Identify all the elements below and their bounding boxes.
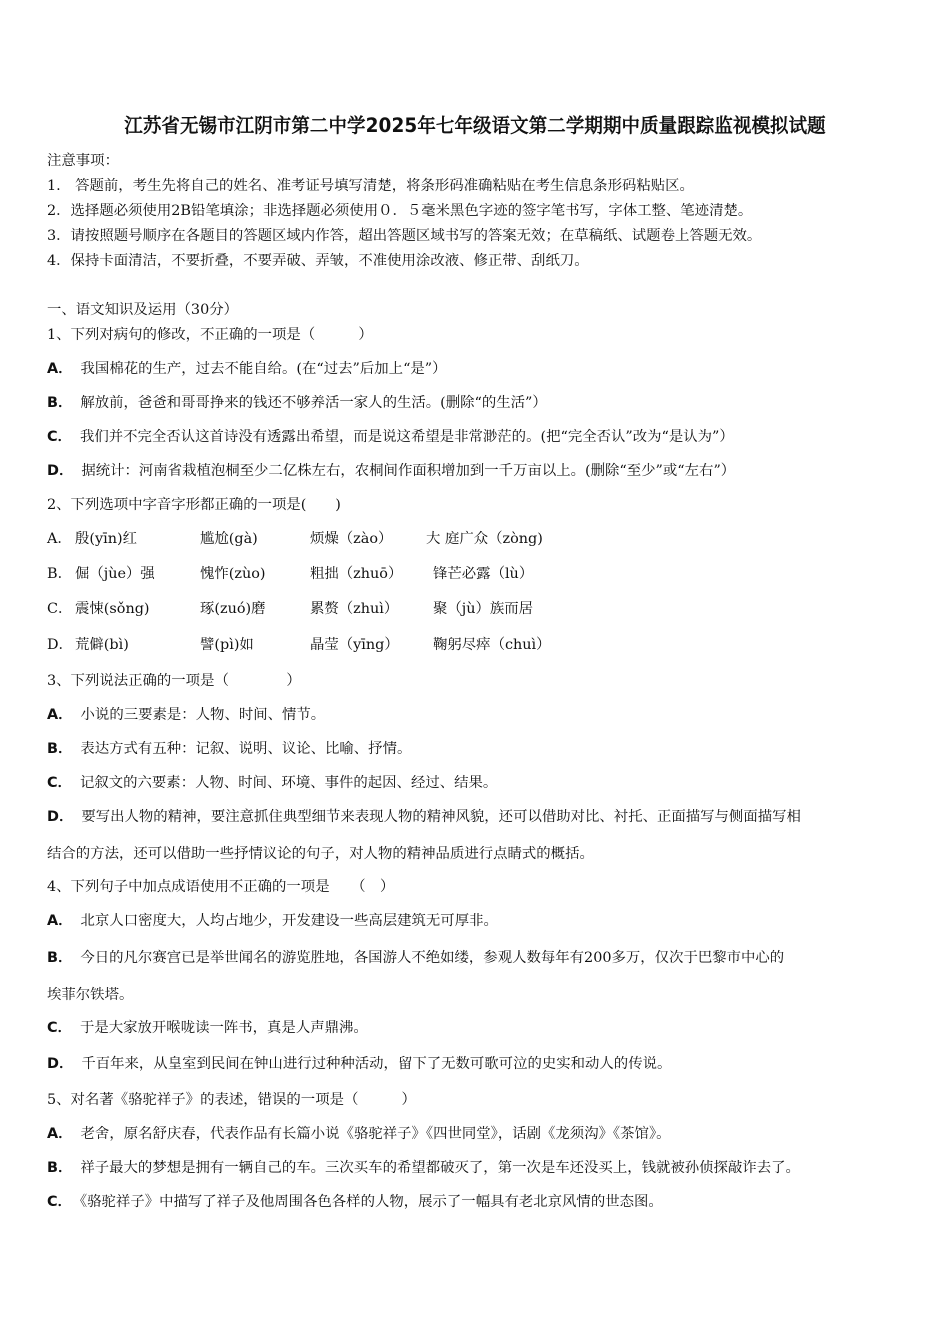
question-4-option-a [47, 911, 498, 931]
question-4-option-b-continuation: 埃菲尔铁塔。 [47, 987, 134, 1003]
option-cell: 粗拙（zhuō） [310, 566, 403, 582]
option-cell: 荒僻(bì) [75, 637, 129, 653]
notice-item-4: 4．保持卡面清洁，不要折叠，不要弄破、弄皱，不准使用涂改液、修正带、刮纸刀。 [47, 253, 589, 269]
question-3-stem: 3、下列说法正确的一项是（ ） [47, 673, 301, 689]
notice-item-2: 2．选择题必须使用2B铅笔填涂；非选择题必须使用０．５毫米黑色字迹的签字笔书写，字体工整、笔迹清楚。 [47, 203, 753, 219]
question-5-stem: 5、对名著《骆驼祥子》的表述，错误的一项是（ ） [47, 1092, 416, 1108]
question-3-option-a [47, 705, 325, 725]
option-cell: 锋芒必露（lù） [433, 566, 534, 582]
option-letter: C． [47, 429, 72, 445]
question-5-option-a [47, 1124, 671, 1144]
option-cell: 琢(zuó)磨 [200, 601, 266, 617]
option-letter: B． [47, 566, 72, 582]
option-letter: B． [47, 1160, 73, 1176]
question-1-option-c [47, 427, 734, 447]
option-letter: B． [47, 741, 73, 757]
option-cell: 倔（jùe）强 [75, 566, 155, 582]
question-1-stem: 1、下列对病句的修改，不正确的一项是（ ） [47, 327, 373, 343]
option-letter: A． [47, 1126, 73, 1142]
option-letter: D． [47, 1056, 74, 1072]
option-cell: 譬(pì)如 [200, 637, 254, 653]
page-title: 江苏省无锡市江阴市第二中学2025年七年级语文第二学期期中质量跟踪监视模拟试题 [124, 114, 826, 137]
question-1-option-a [47, 359, 447, 379]
option-cell: 尴尬(gà) [200, 531, 258, 547]
option-letter: A． [47, 531, 72, 547]
question-5-option-c [47, 1192, 663, 1212]
option-cell: 大 庭广众（zòng) [426, 531, 543, 547]
option-letter: B． [47, 395, 73, 411]
option-text: 解放前，爸爸和哥哥挣来的钱还不够养活一家人的生活。(删除“的生活”） [80, 395, 547, 411]
option-text: 于是大家放开喉咙读一阵书，真是人声鼎沸。 [79, 1020, 368, 1036]
question-1-option-d [47, 461, 735, 481]
option-text: 表达方式有五种：记叙、说明、议论、比喻、抒情。 [80, 741, 412, 757]
question-1-option-b [47, 393, 547, 413]
option-text: 今日的凡尔赛宫已是举世闻名的游览胜地，各国游人不绝如缕，参观人数每年有200多万，仅次于巴黎市中心的 [80, 950, 785, 966]
option-text: 老舍，原名舒庆春，代表作品有长篇小说《骆驼祥子》《四世同堂》，话剧《龙须沟》《茶馆》。 [80, 1126, 671, 1142]
option-text: 我们并不完全否认这首诗没有透露出希望，而是说这希望是非常渺茫的。(把“完全否认”改为“是认为”） [79, 429, 734, 445]
option-letter: C． [47, 1020, 72, 1036]
question-4-option-c [47, 1018, 368, 1038]
question-3-option-d-continuation: 结合的方法，还可以借助一些抒情议论的句子，对人物的精神品质进行点睛式的概括。 [47, 846, 594, 862]
notice-heading: 注意事项： [47, 153, 119, 169]
option-letter: A． [47, 361, 73, 377]
option-cell: 愧怍(zùo) [200, 566, 266, 582]
option-cell: 烦燥（zào） [310, 531, 393, 547]
option-letter: C． [47, 1194, 72, 1210]
notice-item-3: 3．请按照题号顺序在各题目的答题区域内作答，超出答题区域书写的答案无效；在草稿纸、试题卷上答题无效。 [47, 228, 762, 244]
question-4-option-d [47, 1054, 671, 1074]
option-cell: 累赘（zhuì） [310, 601, 399, 617]
option-cell: 晶莹（yīng） [310, 637, 399, 653]
option-text: 我国棉花的生产，过去不能自给。(在“过去”后加上“是”） [80, 361, 447, 377]
option-letter: D． [47, 637, 73, 653]
question-3-option-c [47, 773, 497, 793]
option-text: 要写出人物的精神，要注意抓住典型细节来表现人物的精神风貌，还可以借助对比、衬托、正面描写与侧面描写相 [81, 809, 801, 825]
option-cell: 聚（jù）族而居 [433, 601, 534, 617]
question-4-option-b [47, 948, 784, 968]
option-letter: B． [47, 950, 73, 966]
question-3-option-d [47, 807, 801, 827]
question-3-option-b [47, 739, 411, 759]
option-letter: A． [47, 707, 73, 723]
option-letter: C． [47, 775, 72, 791]
option-cell: 鞠躬尽瘁（chuì） [433, 637, 551, 653]
option-text: 小说的三要素是：人物、时间、情节。 [80, 707, 326, 723]
question-5-option-b [47, 1158, 800, 1178]
option-text: 千百年来，从皇室到民间在钟山进行过种种活动，留下了无数可歌可泣的史实和动人的传说。 [81, 1056, 672, 1072]
option-cell: 震悚(sǒng) [75, 601, 150, 617]
option-text: 《骆驼祥子》中描写了祥子及他周围各色各样的人物，展示了一幅具有老北京风情的世态图。 [79, 1194, 663, 1210]
section-heading: 一、语文知识及运用（30分） [47, 302, 238, 318]
notice-item-1: 1. 答题前，考生先将自己的姓名、准考证号填写清楚，将条形码准确粘贴在考生信息条形码粘贴区。 [47, 178, 694, 194]
option-text: 北京人口密度大，人均占地少，开发建设一些高层建筑无可厚非。 [80, 913, 498, 929]
option-letter: A． [47, 913, 73, 929]
option-letter: D． [47, 463, 74, 479]
option-text: 记叙文的六要素：人物、时间、环境、事件的起因、经过、结果。 [79, 775, 498, 791]
question-2-stem: 2、下列选项中字音字形都正确的一项是( ) [47, 497, 341, 513]
question-4-stem: 4、下列句子中加点成语使用不正确的一项是 （ ） [47, 879, 395, 895]
option-text: 祥子最大的梦想是拥有一辆自己的车。三次买车的希望都破灭了，第一次是车还没买上，钱就被孙侦探敲诈去了。 [80, 1160, 800, 1176]
option-letter: D． [47, 809, 74, 825]
option-cell: 殷(yīn)红 [75, 531, 138, 547]
option-text: 据统计：河南省栽植泡桐至少二亿株左右，农桐间作面积增加到一千万亩以上。(删除“至少”或“左右”） [81, 463, 736, 479]
option-letter: C． [47, 601, 73, 617]
